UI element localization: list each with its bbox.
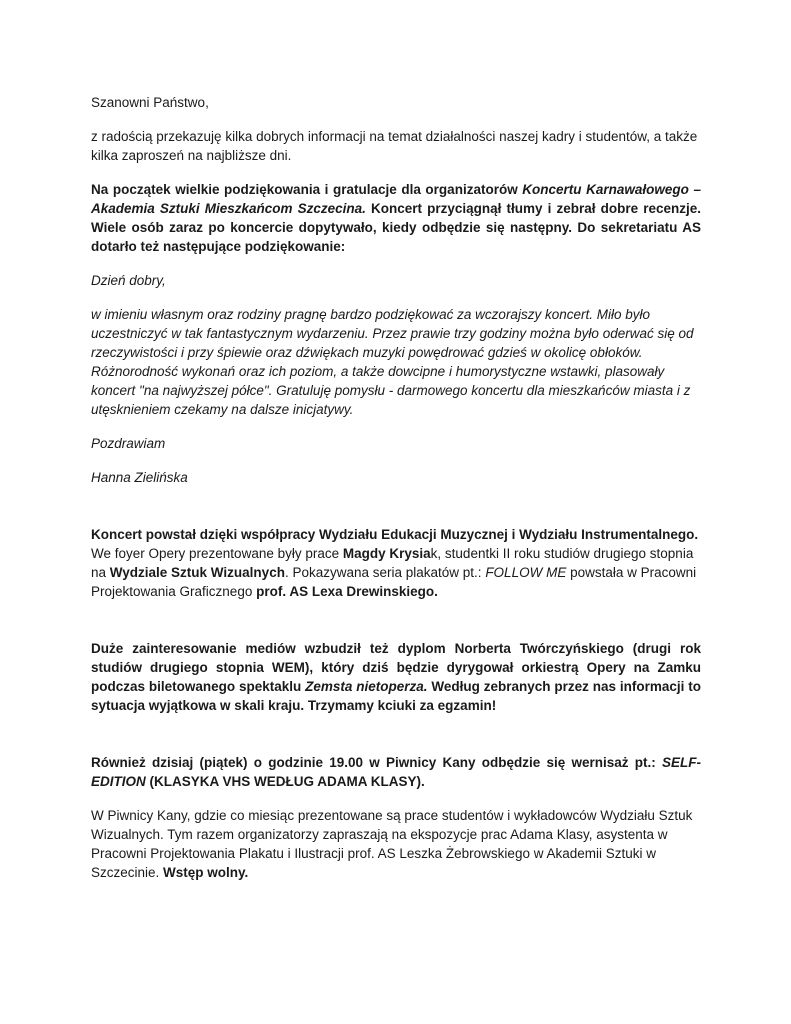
carnival-rest: Koncert przyciągnął tłumy i zebrał dobre recenzje. Wiele osób zaraz po koncercie dopytywało, kiedy odbędzie się następny. Do sekretariatu AS dotarło też następujące podziękowanie: — [91, 201, 701, 254]
cooperation-bold-1: Koncert powstał dzięki współpracy Wydziału Edukacji Muzycznej i Wydziału Instrumentalnego. — [91, 527, 699, 542]
diploma-title: Zemsta nietoperza. — [305, 679, 428, 694]
letter-body: w imieniu własnym oraz rodziny pragnę bardzo podziękować za wczorajszy koncert. Miło było uczestniczyć w tak fantastycznym wydarzeniu. Przez prawie trzy godziny można było oderwać się od rzeczywistości i przy śpiewie oraz dźwiękach muzyki powędrować gdzieś w okolicę obłoków. Różnorodność wykonań oraz ich poziom, a także dowcipne i humorystyczne wstawki, plasowały koncert "na najwyższej półce". Gratuluję pomysłu - darmowego koncertu dla mieszkańców miasta i z utęsknieniem czekamy na dalsze inicjatywy. — [91, 307, 694, 417]
cooperation-bold-3: Wydziale Sztuk Wizualnych — [109, 565, 285, 580]
cooperation-text-2: k, studentki II roku studiów drugiego stopnia na — [91, 546, 694, 580]
diploma-paragraph — [91, 639, 701, 715]
carnival-lead: Na początek wielkie podziękowania i gratulacje dla organizatorów — [91, 182, 523, 197]
cooperation-text-1: We foyer Opery prezentowane były prace — [91, 546, 343, 561]
carnival-concert-title: Koncertu Karnawałowego – Akademia Sztuki Mieszkańcom Szczecina. — [91, 182, 701, 216]
cooperation-text-3: . Pokazywana seria plakatów pt.: — [284, 565, 486, 580]
diploma-lead: Duże zainteresowanie mediów wzbudził też dyplom Norberta Twórczyńskiego (drugi rok studiów drugiego stopnia WEM), który dziś będzie dyrygował orkiestrą Opery na Zamku podczas biletowanego spektaklu — [91, 641, 701, 694]
cooperation-italic-1: FOLLOW ME — [485, 565, 567, 580]
vernissage-body — [91, 806, 701, 882]
diploma-rest: Według zebranych przez nas informacji to sytuacja wyjątkowa w skali kraju. Trzymamy kciuki za egzamin! — [91, 679, 701, 713]
greeting: Szanowni Państwo, — [91, 95, 209, 110]
intro-paragraph: z radością przekazuję kilka dobrych informacji na temat działalności naszej kadry i studentów, a także kilka zaproszeń na najbliższe dni. — [91, 129, 698, 163]
cooperation-bold-4: prof. AS Lexa Drewinskiego. — [256, 584, 438, 599]
document-page — [91, 93, 701, 882]
cooperation-bold-2: Magdy Krysia — [342, 546, 431, 561]
cooperation-paragraph — [91, 525, 701, 601]
vernissage-heading — [91, 753, 701, 791]
letter-signature: Hanna Zielińska — [91, 470, 188, 485]
vernissage-body-text: W Piwnicy Kany, gdzie co miesiąc prezentowane są prace studentów i wykładowców Wydziału Sztuk Wizualnych. Tym razem organizatorzy zapraszają na ekspozycje prac Adama Klasy, asystenta w Pracowni Projektowania Plakatu i Ilustracji prof. AS Leszka Żebrowskiego w Akademii Sztuki w Szczecinie. — [91, 808, 693, 880]
letter-salutation: Dzień dobry, — [91, 273, 166, 288]
vernissage-lead: Również dzisiaj (piątek) o godzinie 19.00 w Piwnicy Kany odbędzie się wernisaż pt.: — [91, 755, 662, 770]
carnival-paragraph — [91, 180, 701, 256]
letter-closing: Pozdrawiam — [91, 436, 166, 451]
cooperation-text-4: powstała w Pracowni Projektowania Graficznego — [91, 565, 697, 599]
vernissage-rest: (KLASYKA VHS WEDŁUG ADAMA KLASY). — [145, 774, 425, 789]
vernissage-entry: Wstęp wolny. — [163, 865, 249, 880]
vernissage-title: SELF-EDITION — [91, 755, 701, 789]
